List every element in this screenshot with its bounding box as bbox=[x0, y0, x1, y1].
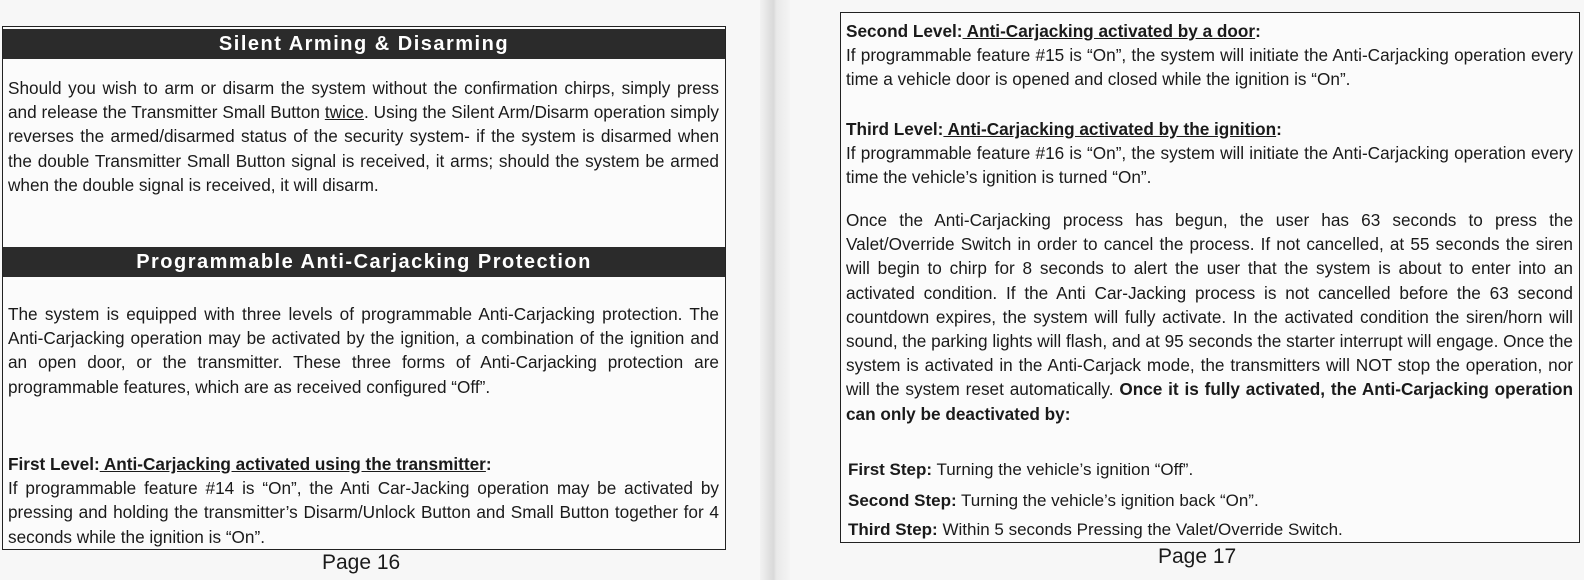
second-level-label: Second Level: bbox=[846, 21, 963, 41]
first-level-heading bbox=[8, 454, 492, 474]
third-level-colon: : bbox=[1276, 119, 1282, 139]
third-step-label: Third Step: bbox=[848, 520, 938, 539]
page-number-16: Page 16 bbox=[322, 551, 401, 574]
third-level-title: Anti-Carjacking activated by the ignition bbox=[943, 119, 1277, 139]
third-level-text: If programmable feature #16 is “On”, the system will initiate the Anti-Carjacking operation every time the vehicle’s ignition is turned “On”. bbox=[846, 143, 1573, 188]
third-level-label: Third Level: bbox=[846, 119, 944, 139]
second-level-colon: : bbox=[1255, 21, 1261, 41]
book-gutter bbox=[760, 0, 790, 580]
second-level-heading bbox=[846, 21, 1261, 41]
anti-carjacking-heading bbox=[3, 247, 725, 277]
first-level-title: Anti-Carjacking activated using the transmitter bbox=[99, 454, 486, 474]
first-level-colon: : bbox=[485, 454, 492, 474]
first-step bbox=[848, 458, 1193, 482]
first-step-text: Turning the vehicle’s ignition “Off”. bbox=[932, 460, 1194, 479]
second-step bbox=[848, 489, 1259, 513]
first-step-label: First Step: bbox=[848, 460, 933, 479]
left-content-frame bbox=[2, 26, 726, 550]
process-paragraph bbox=[846, 208, 1573, 426]
second-step-text: Turning the vehicle’s ignition back “On”. bbox=[956, 491, 1259, 510]
first-level-text: If programmable feature #14 is “On”, the Anti Car-Jacking operation may be activated by pressing and holding the transmitter’s Disarm/Unlock Button and Small Button together for 4 seconds while the ignition is “On”. bbox=[8, 478, 719, 547]
third-level-section bbox=[846, 117, 1573, 190]
silent-arming-heading bbox=[3, 29, 725, 59]
process-text: Once the Anti-Carjacking process has begun, the user has 63 seconds to press the Valet/Override Switch in order to cancel the process. If not cancelled, at 55 seconds the siren will begin to chirp for 8 seconds to alert the user that the system is about to enter into an activated condition. If the Anti Car-Jacking process is not cancelled before the 63 second countdown expires, the system will fully activate. In the activated condition the siren/horn will sound, the parking lights will flash, and at 95 seconds the starter interrupt will engage. Once the system is activated in the Anti-Carjack mode, the transmitters will NOT stop the operation, nor will the system reset automatically. bbox=[846, 210, 1573, 400]
silent-text-twice: twice bbox=[324, 102, 364, 123]
anti-carjacking-paragraph: The system is equipped with three levels of programmable Anti-Carjacking protection. The Anti-Carjacking operation may be activated by the ignition, a combination of the ignition and an open door, or the transmitter. These three forms of Anti-Carjacking protection are programmable features, which are as received configured “Off”. bbox=[8, 304, 719, 397]
silent-text-a: Should you wish to arm or disarm the system without the confirmation chirps, simply press and release the Transmitter Small Button bbox=[8, 78, 719, 123]
right-page bbox=[800, 0, 1584, 580]
process-bold-text: Once it is fully activated, the Anti-Carjacking operation can only be deactivated by: bbox=[846, 379, 1573, 424]
left-page bbox=[0, 0, 740, 580]
second-level-text: If programmable feature #15 is “On”, the system will initiate the Anti-Carjacking operation every time a vehicle door is opened and closed while the ignition is “On”. bbox=[846, 45, 1573, 90]
silent-text-b: . Using the Silent Arm/Disarm operation simply reverses the armed/disarmed status of the security system- if the system is disarmed when the double Transmitter Small Button signal is received, it arms; should the system be armed when the double signal is received, it will disarm. bbox=[8, 102, 719, 195]
second-level-section bbox=[846, 19, 1573, 92]
third-step bbox=[848, 518, 1343, 542]
second-level-title: Anti-Carjacking activated by a door bbox=[962, 21, 1256, 41]
silent-arming-heading-text: Silent Arming & Disarming bbox=[218, 32, 510, 55]
third-step-text: Within 5 seconds Pressing the Valet/Override Switch. bbox=[937, 520, 1343, 539]
third-level-heading bbox=[846, 119, 1282, 139]
first-level-label: First Level: bbox=[8, 454, 100, 474]
silent-arming-paragraph bbox=[8, 76, 719, 197]
page-number-17: Page 17 bbox=[1158, 545, 1237, 568]
anti-carjacking-heading-text: Programmable Anti-Carjacking Protection bbox=[136, 250, 592, 273]
first-level-section bbox=[8, 452, 719, 549]
right-content-frame bbox=[840, 12, 1580, 543]
second-step-label: Second Step: bbox=[848, 491, 957, 510]
